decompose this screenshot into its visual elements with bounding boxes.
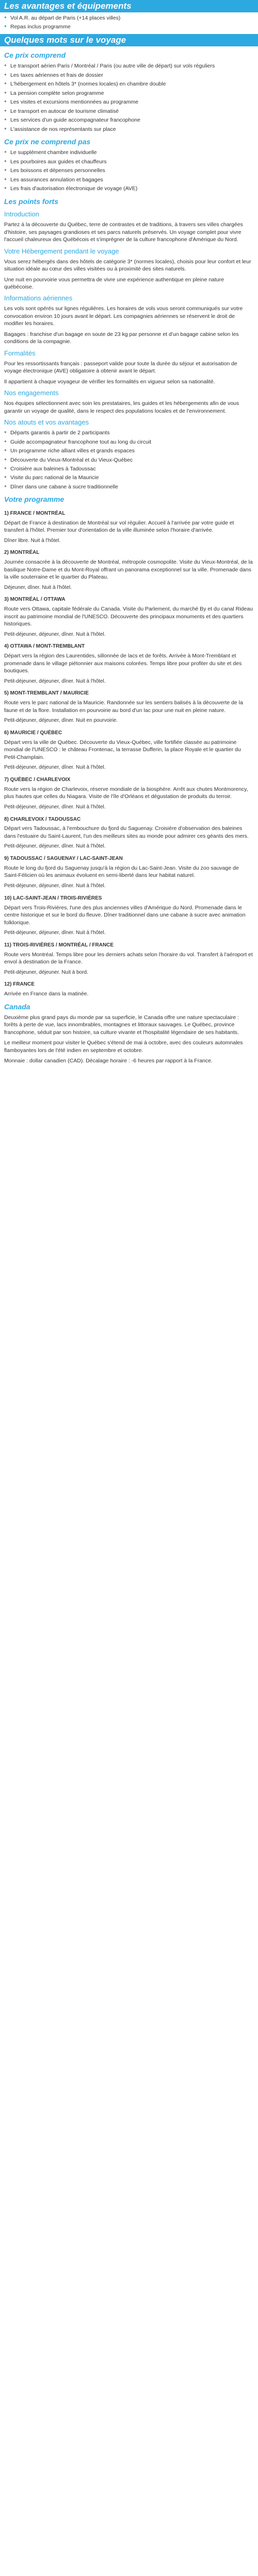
page <box>0 0 258 1065</box>
advantages-list <box>4 14 254 31</box>
assets-title: Nos atouts et vos avantages <box>4 418 89 427</box>
day-text: Départ vers la ville de Québec. Découverte du Vieux-Québec, ville fortifiée classée au patrimoine mondial de l'UNESCO : le château Frontenac, la terrasse Dufferin, la place Royale et le quartier du Petit-Champlain. <box>4 739 241 760</box>
formalities-title: Formalités <box>4 349 36 357</box>
list-item: ● Le transport aérien Paris / Montréal / Paris (ou autre ville de départ) sur vols réguliers <box>4 62 254 70</box>
canada-text: Deuxième plus grand pays du monde par sa superficie, le Canada offre une nature spectaculaire : forêts à perte de vue, lacs innombrables, montagnes et littoraux sauvages. Le Québec, province francophone, séduit par son histoire, sa culture vivante et l'hospitalité légendaire de ses habitants. <box>4 1014 239 1036</box>
canada-title: Canada <box>4 1002 30 1011</box>
day-text: Route vers Ottawa, capitale fédérale du Canada. Visite du Parlement, du marché By et du canal Rideau inscrit au patrimoine mondial de l'UNESCO. Découverte des principaux monuments et des quartiers historiques. <box>4 606 253 628</box>
list-item: ● Croisière aux baleines à Tadoussac <box>4 465 254 472</box>
flight-info-title: Informations aériennes <box>4 294 73 302</box>
day-text: Route vers Montréal. Temps libre pour les derniers achats selon l'horaire du vol. Transfert à l'aéroport et envol à destination de la France. <box>4 951 253 965</box>
program-day <box>4 776 254 811</box>
highlights-title: Les points forts <box>4 197 59 206</box>
list-item: ● Les boissons et dépenses personnelles <box>4 167 254 174</box>
commitments-text: Nos équipes sélectionnent avec soin les prestataires, les guides et les hébergements afin de vous garantir un voyage de qualité, dans le respect des populations locales et de l'environnement. <box>4 400 239 414</box>
day-title: 12) FRANCE <box>4 981 35 988</box>
intro-text: Partez à la découverte du Québec, terre de contrastes et de traditions, à travers ses villes chargées d'histoire, ses paysages grandioses et ses parcs naturels préservés. Un voyage complet pour vivre l'accueil chaleureux des Québécois et s'imprégner de la culture francophone d'Amérique du Nord. <box>4 222 243 243</box>
day-meta: Petit-déjeuner, déjeuner, dîner. Nuit à l'hôtel. <box>4 804 106 810</box>
day-meta: Petit-déjeuner, déjeuner. Nuit à bord. <box>4 969 88 975</box>
list-item: ● Les visites et excursions mentionnées au programme <box>4 98 254 106</box>
list-item: ● Le transport en autocar de tourisme climatisé <box>4 108 254 115</box>
program-day <box>4 643 254 685</box>
program-day <box>4 942 254 976</box>
day-text: Départ vers la région des Laurentides, sillonnée de lacs et de forêts. Arrivée à Mont-Tremblant et promenade dans le village piétonnier aux maisons colorées. Temps libre pour profiter du site et des boutiques. <box>4 653 242 674</box>
includes-title: Ce prix comprend <box>4 50 66 59</box>
formalities-text: Pour les ressortissants français : passeport valide pour toute la durée du séjour et autorisation de voyage électronique (AVE) obligatoire à obtenir avant le départ. <box>4 360 237 375</box>
day-meta: Petit-déjeuner, déjeuner, dîner. Nuit à l'hôtel. <box>4 765 106 771</box>
hotel-title: Votre Hébergement pendant le voyage <box>4 247 119 255</box>
excludes-list <box>4 149 254 192</box>
day-text: Route vers le parc national de la Mauricie. Randonnée sur les sentiers balisés à la découverte de la faune et de la flore. Installation en pourvoirie au bord d'un lac pour une nuit en pleine nature. <box>4 700 243 714</box>
list-item: ● Visite du parc national de la Mauricie <box>4 474 254 481</box>
day-text: Départ de France à destination de Montréal sur vol régulier. Accueil à l'arrivée par votre guide et transfert à l'hôtel. Premier tour d'orientation de la ville illuminée selon l'horaire d'arrivée. <box>4 519 234 534</box>
program-day <box>4 816 254 851</box>
day-title: 1) FRANCE / MONTRÉAL <box>4 510 66 516</box>
list-item: ● L'assistance de nos représentants sur place <box>4 126 254 133</box>
list-item: ● Les frais d'autorisation électronique de voyage (AVE) <box>4 185 254 192</box>
day-meta: Petit-déjeuner, déjeuner, dîner. Nuit à l'hôtel. <box>4 883 106 889</box>
day-title: 4) OTTAWA / MONT-TREMBLANT <box>4 643 85 650</box>
program-day <box>4 895 254 937</box>
advantages-section <box>0 14 258 31</box>
list-item: ● Les services d'un guide accompagnateur francophone <box>4 116 254 124</box>
list-item: ● Départs garantis à partir de 2 participants <box>4 429 254 436</box>
canada-text-3: Monnaie : dollar canadien (CAD). Décalage horaire : -6 heures par rapport à la France. <box>4 1058 213 1064</box>
program-day <box>4 981 254 997</box>
program-title: Votre programme <box>4 495 64 504</box>
trip-section <box>0 50 258 1065</box>
advantages-banner: Les avantages et équipements <box>0 0 258 12</box>
day-text: Route le long du fjord du Saguenay jusqu'à la région du Lac-Saint-Jean. Visite du zoo sauvage de Saint-Félicien où les animaux évoluent en semi-liberté dans leur habitat naturel. <box>4 865 239 879</box>
day-title: 11) TROIS-RIVIÈRES / MONTRÉAL / FRANCE <box>4 942 114 948</box>
list-item: ● Un programme riche alliant villes et grands espaces <box>4 447 254 454</box>
day-title: 6) MAURICIE / QUÉBEC <box>4 730 62 736</box>
day-title: 8) CHARLEVOIX / TADOUSSAC <box>4 816 81 822</box>
list-item: ● La pension complète selon programme <box>4 90 254 97</box>
program-day <box>4 855 254 890</box>
day-meta: Petit-déjeuner, déjeuner, dîner. Nuit en pourvoirie. <box>4 718 118 724</box>
day-text: Départ vers Tadoussac, à l'embouchure du fjord du Saguenay. Croisière d'observation des baleines dans l'estuaire du Saint-Laurent, l'un des meilleurs sites au monde pour admirer ces géants des mers. <box>4 825 249 839</box>
day-title: 3) MONTRÉAL / OTTAWA <box>4 597 66 603</box>
day-meta: Petit-déjeuner, déjeuner, dîner. Nuit à l'hôtel. <box>4 930 106 936</box>
day-meta: Petit-déjeuner, déjeuner, dîner. Nuit à l'hôtel. <box>4 631 106 637</box>
commitments-title: Nos engagements <box>4 389 59 397</box>
day-meta: Petit-déjeuner, déjeuner, dîner. Nuit à l'hôtel. <box>4 678 106 684</box>
list-item: ● Le supplément chambre individuelle <box>4 149 254 156</box>
day-meta: Petit-déjeuner, déjeuner, dîner. Nuit à l'hôtel. <box>4 843 106 850</box>
program-day <box>4 549 254 591</box>
day-title: 2) MONTRÉAL <box>4 550 40 556</box>
day-title: 10) LAC-SAINT-JEAN / TROIS-RIVIÈRES <box>4 895 102 901</box>
intro-title: Introduction <box>4 210 39 218</box>
flight-info-text-2: Bagages : franchise d'un bagage en soute de 23 kg par personne et d'un bagage cabine selon les conditions de la compagnie. <box>4 331 239 345</box>
assets-list <box>4 429 254 490</box>
formalities-text-2: Il appartient à chaque voyageur de vérifier les formalités en vigueur selon sa nationalité. <box>4 378 215 385</box>
hotel-text-2: Une nuit en pourvoirie vous permettra de vivre une expérience authentique en pleine nature québécoise. <box>4 276 224 290</box>
day-text: Départ vers Trois-Rivières, l'une des plus anciennes villes d'Amérique du Nord. Promenade dans le centre historique et sur le bord du fleuve. Dîner traditionnel dans une cabane à sucre avec animation folklorique. <box>4 904 246 926</box>
list-item: ● Guide accompagnateur francophone tout au long du circuit <box>4 438 254 446</box>
hotel-text: Vous serez hébergés dans des hôtels de catégorie 3* (normes locales), choisis pour leur confort et leur situation idéale au cœur des villes visitées ou à proximité des sites naturels. <box>4 258 251 273</box>
list-item: ● Les pourboires aux guides et chauffeurs <box>4 158 254 165</box>
day-text: Arrivée en France dans la matinée. <box>4 991 89 997</box>
day-title: 9) TADOUSSAC / SAGUENAY / LAC-SAINT-JEAN <box>4 856 123 862</box>
program-day <box>4 510 254 545</box>
excludes-title: Ce prix ne comprend pas <box>4 138 91 146</box>
list-item: ● Les taxes aériennes et frais de dossier <box>4 72 254 79</box>
list-item: ● Les assurances annulation et bagages <box>4 176 254 183</box>
advantage-item: ● Vol A.R. au départ de Paris (+14 places villes) <box>4 14 254 22</box>
advantage-item: ● Repas inclus programme <box>4 23 254 30</box>
includes-list <box>4 62 254 133</box>
program-day <box>4 730 254 771</box>
canada-text-2: Le meilleur moment pour visiter le Québec s'étend de mai à octobre, avec des couleurs automnales flamboyantes lors de l'été indien en septembre et octobre. <box>4 1040 243 1054</box>
day-text: Journée consacrée à la découverte de Montréal, métropole cosmopolite. Visite du Vieux-Montréal, de la basilique Notre-Dame et du Mont-Royal offrant un panorama exceptionnel sur la ville. Promenade dans la ville souterraine et le quartier du Plateau. <box>4 559 253 581</box>
day-title: 7) QUÉBEC / CHARLEVOIX <box>4 777 71 783</box>
list-item: ● Découverte du Vieux-Montréal et du Vieux-Québec <box>4 456 254 464</box>
program-day <box>4 596 254 638</box>
program-day <box>4 690 254 724</box>
day-title: 5) MONT-TREMBLANT / MAURICIE <box>4 690 89 697</box>
list-item: ● Dîner dans une cabane à sucre traditionnelle <box>4 483 254 490</box>
day-text: Route vers la région de Charlevoix, réserve mondiale de la biosphère. Arrêt aux chutes Montmorency, plus hautes que celles du Niagara. Visite de l'île d'Orléans et dégustation de produits du terroir. <box>4 786 248 800</box>
flight-info-text: Les vols sont opérés sur lignes régulières. Les horaires de vols vous seront communiqués sur votre convocation environ 10 jours avant le départ. Les compagnies aériennes se réservent le droit de modifier les horaires. <box>4 306 243 327</box>
day-meta: Déjeuner, dîner. Nuit à l'hôtel. <box>4 584 72 590</box>
trip-banner: Quelques mots sur le voyage <box>0 34 258 46</box>
day-meta: Dîner libre. Nuit à l'hôtel. <box>4 537 61 544</box>
list-item: ● L'hébergement en hôtels 3* (normes locales) en chambre double <box>4 80 254 88</box>
